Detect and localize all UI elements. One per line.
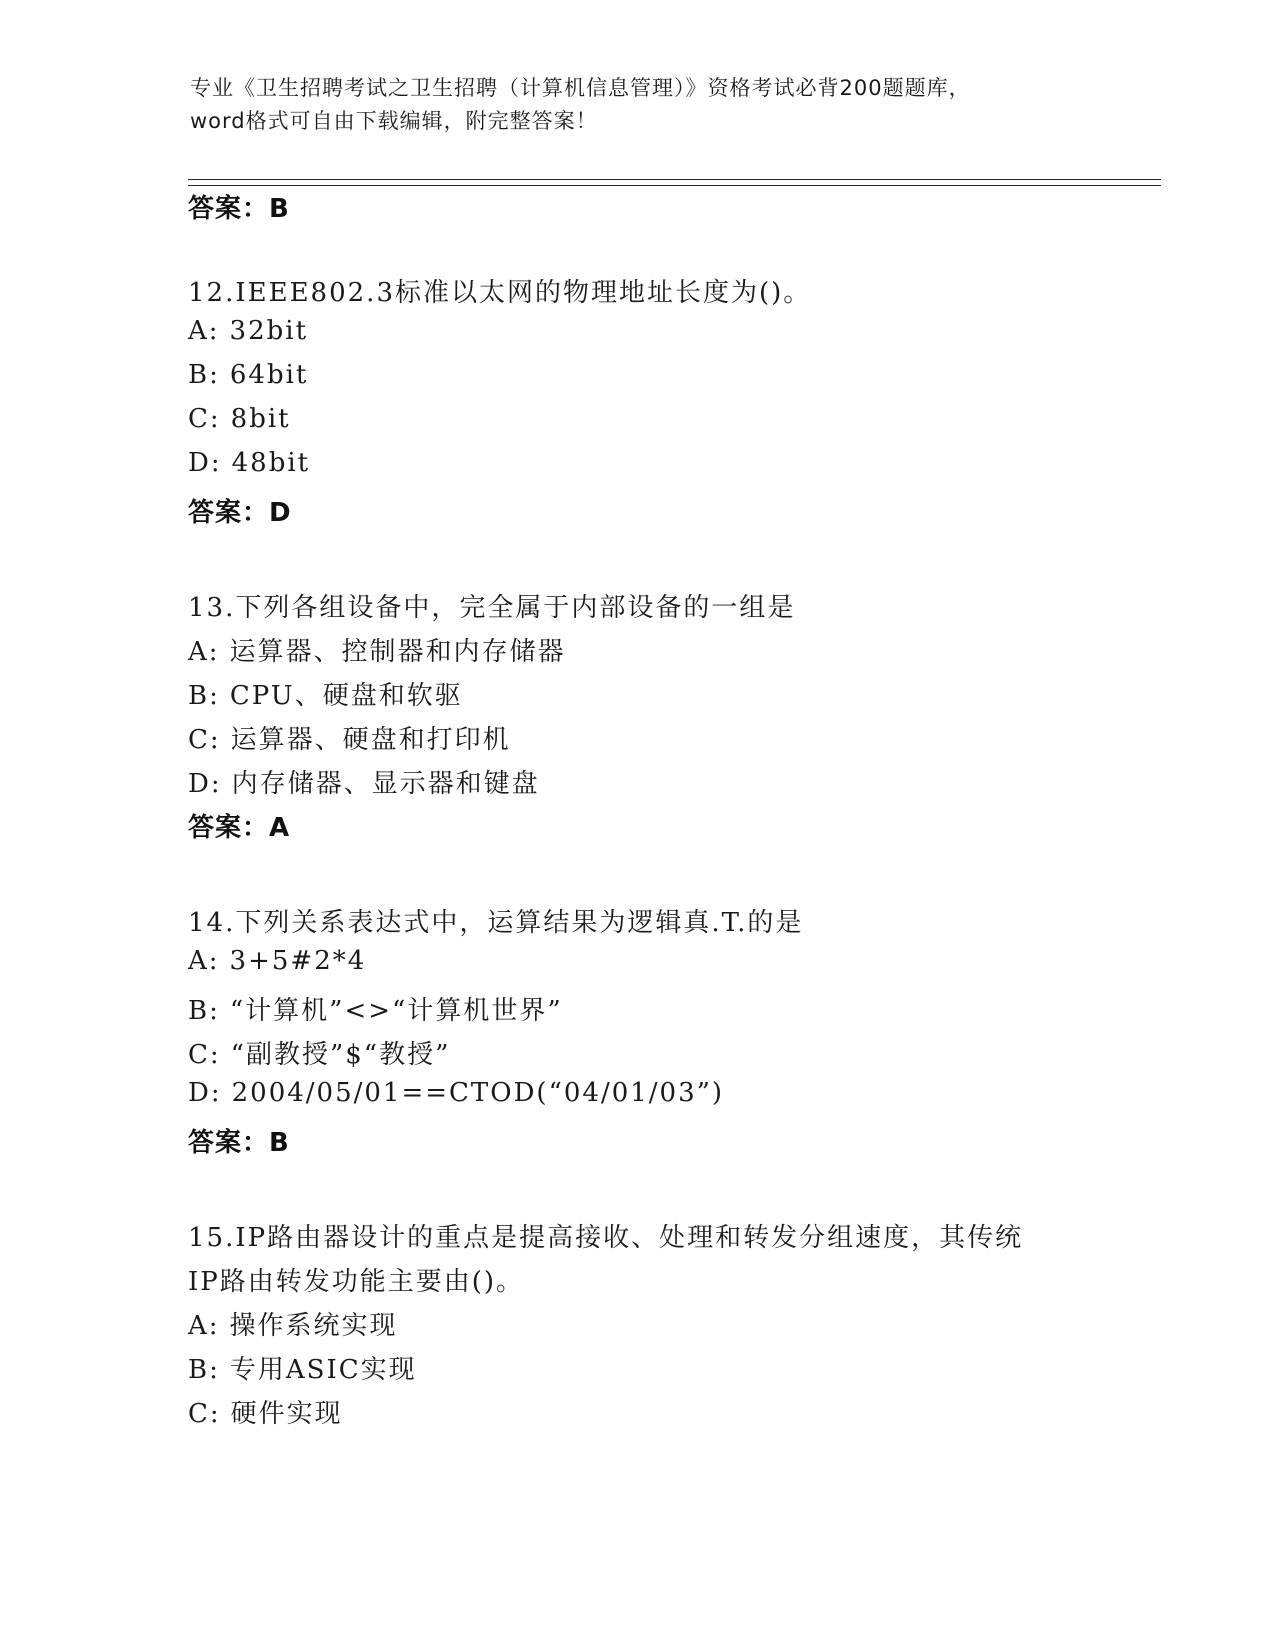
- option-text: 运算器、硬盘和打印机: [230, 725, 511, 755]
- answer-label: 答案：: [188, 1128, 270, 1158]
- option-d: [188, 763, 540, 800]
- option-c: [188, 1034, 450, 1071]
- option-a: [188, 631, 566, 668]
- option-d: [188, 1078, 724, 1108]
- option-b: [188, 990, 563, 1027]
- option-letter: B:: [188, 1355, 220, 1385]
- answer-value: B: [269, 194, 290, 224]
- answer-value: B: [269, 1128, 290, 1158]
- answer-label: 答案：: [188, 194, 270, 224]
- option-letter: D:: [188, 1078, 222, 1108]
- option-a: [188, 946, 366, 976]
- option-text: “计算机”<>“计算机世界”: [229, 996, 563, 1026]
- option-text: 64bit: [229, 360, 309, 390]
- option-letter: B:: [188, 996, 220, 1026]
- answer-line: [188, 492, 292, 529]
- option-text: 专用ASIC实现: [229, 1355, 417, 1385]
- option-a: [188, 316, 308, 346]
- option-a: [188, 1305, 398, 1342]
- option-letter: A:: [188, 316, 220, 346]
- answer-line: [188, 1122, 290, 1159]
- document-header: [190, 72, 1090, 138]
- answer-value: D: [269, 498, 292, 528]
- option-text: 操作系统实现: [229, 1311, 398, 1341]
- option-text: 32bit: [229, 316, 309, 346]
- option-letter: C:: [188, 1040, 221, 1070]
- option-letter: B:: [188, 681, 220, 711]
- option-d: [188, 448, 310, 478]
- option-text: CPU、硬盘和软驱: [229, 681, 463, 711]
- option-text: 2004/05/01==CTOD(“04/01/03”): [231, 1078, 725, 1108]
- question-stem-line-1: 15.IP路由器设计的重点是提高接收、处理和转发分组速度，其传统: [188, 1223, 1024, 1253]
- option-text: 内存储器、显示器和键盘: [231, 769, 540, 799]
- option-c: [188, 1393, 343, 1430]
- header-line-1: 专业《卫生招聘考试之卫生招聘（计算机信息管理）》资格考试必背200题题库，: [190, 76, 971, 100]
- option-letter: A:: [188, 637, 220, 667]
- option-letter: D:: [188, 769, 222, 799]
- answer-line: [188, 807, 290, 844]
- option-letter: B:: [188, 360, 220, 390]
- question-stem: 13.下列各组设备中，完全属于内部设备的一组是: [188, 593, 796, 623]
- option-b: [188, 360, 308, 390]
- header-double-rule: [188, 179, 1161, 186]
- question-stem: 12.IEEE802.3标准以太网的物理地址长度为()。: [188, 278, 812, 308]
- answer-label: 答案：: [188, 813, 270, 843]
- answer-value: A: [269, 813, 291, 843]
- option-b: [188, 1349, 417, 1386]
- option-c: [188, 404, 291, 434]
- question-stem-line-2: IP路由转发功能主要由()。: [188, 1267, 525, 1297]
- option-letter: A:: [188, 1311, 220, 1341]
- header-line-2: word格式可自由下载编辑，附完整答案！: [190, 109, 598, 133]
- option-text: 8bit: [230, 404, 291, 434]
- option-letter: C:: [188, 1399, 221, 1429]
- option-c: [188, 719, 511, 756]
- answer-line: [188, 188, 290, 225]
- option-letter: A:: [188, 946, 220, 976]
- option-letter: D:: [188, 448, 222, 478]
- answer-label: 答案：: [188, 498, 270, 528]
- option-b: [188, 675, 463, 712]
- option-letter: C:: [188, 404, 221, 434]
- option-text: 3+5#2*4: [229, 946, 367, 976]
- question-stem: 14.下列关系表达式中，运算结果为逻辑真.T.的是: [188, 908, 804, 938]
- option-letter: C:: [188, 725, 221, 755]
- option-text: 48bit: [231, 448, 311, 478]
- option-text: 运算器、控制器和内存储器: [229, 637, 566, 667]
- option-text: 硬件实现: [230, 1399, 343, 1429]
- option-text: “副教授”$“教授”: [230, 1040, 451, 1070]
